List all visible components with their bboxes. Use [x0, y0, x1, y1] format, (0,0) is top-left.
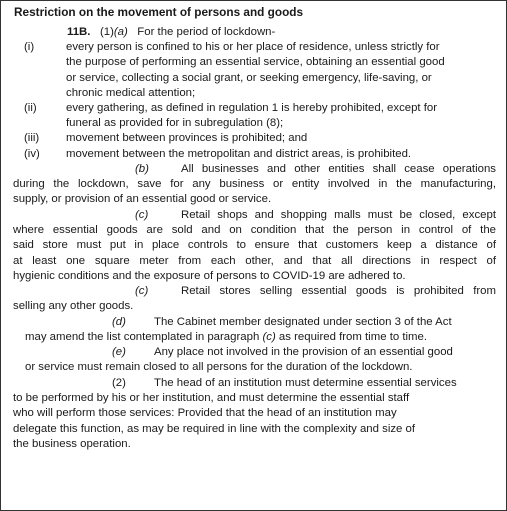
item-number: (iii): [24, 132, 40, 144]
paragraph-line: where essential goods are sold and on condition that the person in control of the: [13, 224, 496, 236]
paragraph-line: to be performed by his or her institution, and must determine the essential staff: [13, 392, 410, 404]
paragraph-line: supply, or provision of an essential good or service.: [13, 193, 272, 205]
section-intro: [67, 25, 275, 40]
section-number: 11B.: [67, 26, 91, 38]
paragraph-label: (c): [135, 209, 149, 221]
paragraph-line: during the lockdown, save for any business or entity involved in the manufacturing,: [13, 178, 496, 190]
item-line: chronic medical attention;: [66, 87, 196, 99]
item-number: (iv): [24, 148, 40, 160]
item-line: or service, collecting a social grant, or seeking emergency, life-saving, or: [66, 72, 432, 84]
paragraph-line: said store must put in place controls to ensure that customers keep a distance of: [13, 239, 496, 251]
paragraph-line: All businesses and other entities shall cease operations: [181, 163, 496, 175]
item-line: every person is confined to his or her place of residence, unless strictly for: [66, 41, 440, 53]
paragraph-line: Any place not involved in the provision of an essential good: [154, 346, 453, 358]
paragraph-line: or service must remain closed to all persons for the duration of the lockdown.: [25, 361, 413, 373]
paragraph-line: Retail stores selling essential goods is prohibited from: [181, 285, 496, 297]
paragraph-label: (b): [135, 163, 149, 175]
item-line: every gathering, as defined in regulation 1 is hereby prohibited, except for: [66, 102, 438, 114]
item-line: the purpose of performing an essential service, obtaining an essential good: [66, 56, 445, 68]
paragraph-reference: (c): [262, 331, 276, 343]
intro-text: For the period of lockdown-: [137, 26, 276, 38]
paragraph-text: may amend the list contemplated in paragraph: [25, 331, 263, 343]
paragraph-label: (c): [135, 285, 149, 297]
paragraph-line: at least one square meter from each other, and that all directions in respect of: [13, 255, 496, 267]
paragraph-text: as required from time to time.: [275, 331, 428, 343]
item-number: (i): [24, 41, 35, 53]
item-number: (ii): [24, 102, 37, 114]
paragraph-label: (e): [112, 346, 126, 358]
paragraph-line: the business operation.: [13, 438, 131, 450]
paragraph-line: The head of an institution must determine essential services: [154, 377, 457, 389]
section-heading: Restriction on the movement of persons and goods: [14, 5, 304, 19]
paragraph-line: [25, 330, 427, 345]
paragraph-label: (a): [113, 26, 128, 38]
subsection-number: (2): [112, 377, 126, 389]
paragraph-label: (d): [112, 316, 126, 328]
paragraph-line: Retail shops and shopping malls must be closed, except: [181, 209, 496, 221]
item-line: movement between the metropolitan and district areas, is prohibited.: [66, 148, 412, 160]
paragraph-line: delegate this function, as may be required in line with the complexity and size of: [13, 423, 416, 435]
item-line: movement between provinces is prohibited; and: [66, 132, 308, 144]
paragraph-line: The Cabinet member designated under section 3 of the Act: [154, 316, 452, 328]
subsection-number: (1): [99, 26, 114, 38]
paragraph-line: selling any other goods.: [13, 300, 134, 312]
paragraph-line: who will perform those services: Provided that the head of an institution may: [13, 407, 397, 419]
item-line: funeral as provided for in subregulation (8);: [66, 117, 284, 129]
paragraph-line: hygienic conditions and the exposure of persons to COVID-19 are adhered to.: [13, 270, 406, 282]
